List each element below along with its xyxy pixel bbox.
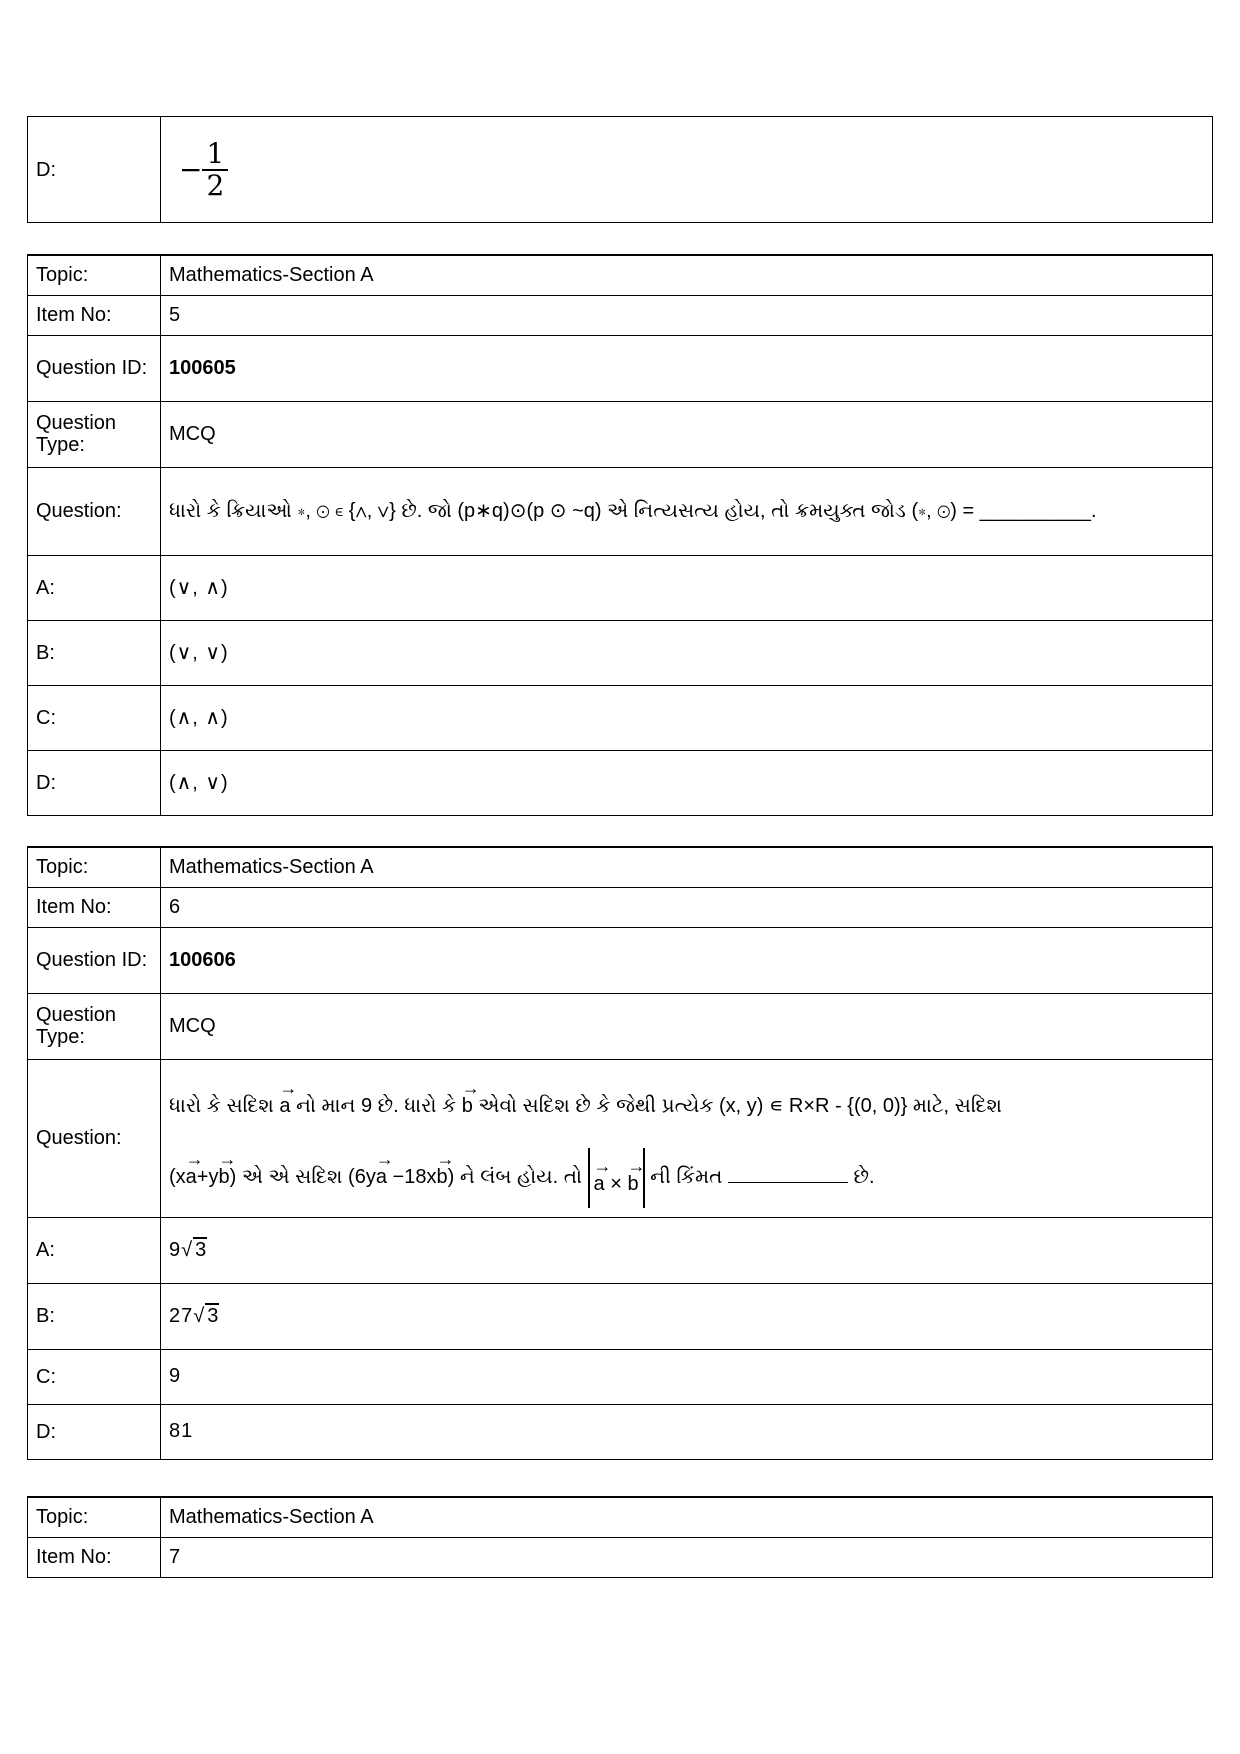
question-fragment: ): [447, 1166, 455, 1188]
question-row: [28, 467, 1213, 555]
option-label: B:: [28, 620, 161, 685]
option-row-c: [28, 1349, 1213, 1404]
type-label: Question Type:: [28, 993, 161, 1059]
vector-a: → a: [376, 1133, 387, 1209]
option-row-b: [28, 620, 1213, 685]
option-label: B:: [28, 1283, 161, 1349]
question-table-6: [27, 846, 1213, 1460]
type-value: MCQ: [161, 993, 1213, 1059]
option-label: D:: [28, 750, 161, 815]
option-minus: −: [179, 153, 203, 186]
item-value: 6: [161, 887, 1213, 927]
option-row-a: [28, 555, 1213, 620]
option-value: (∨, ∧): [161, 555, 1213, 620]
option-coef: 9: [169, 1238, 182, 1261]
question-fragment: ધારો કે સદિશ: [169, 1095, 274, 1117]
option-value: [161, 1217, 1213, 1283]
vector-a: → a: [594, 1148, 605, 1208]
item-value: 7: [161, 1537, 1213, 1577]
option-row-d: [28, 117, 1213, 223]
qid-value: 100606: [161, 927, 1213, 993]
option-label: A:: [28, 1217, 161, 1283]
option-value: 81: [161, 1404, 1213, 1459]
type-row: [28, 401, 1213, 467]
item-label: Item No:: [28, 1537, 161, 1577]
cross-symbol: ×: [610, 1172, 622, 1195]
question-fragment: −18x: [392, 1166, 437, 1188]
type-row: [28, 993, 1213, 1059]
prev-question-table: [27, 116, 1213, 223]
cross-product-magnitude: [588, 1148, 645, 1208]
option-coef: 27: [169, 1304, 194, 1327]
question-text: [161, 1059, 1213, 1217]
question-fragment: એ એ સદિશ (6y: [241, 1166, 376, 1188]
vector-a: → a: [279, 1067, 290, 1133]
question-fragment: ): [229, 1166, 237, 1188]
option-value: (∨, ∨): [161, 620, 1213, 685]
item-value: 5: [161, 295, 1213, 335]
option-row-b: [28, 1283, 1213, 1349]
question-fragment: +y: [196, 1166, 219, 1188]
topic-row: [28, 1497, 1213, 1537]
sqrt-symbol: √: [181, 1238, 194, 1261]
vector-b: → b: [627, 1148, 638, 1208]
qid-label: Question ID:: [28, 927, 161, 993]
vector-b: → b: [462, 1067, 473, 1133]
topic-value: Mathematics-Section A: [161, 1497, 1213, 1537]
option-row-a: [28, 1217, 1213, 1283]
sqrt-radicand: 3: [195, 1238, 208, 1261]
option-row-d: [28, 1404, 1213, 1459]
topic-label: Topic:: [28, 255, 161, 295]
question-table-7: [27, 1496, 1213, 1578]
vector-b: → b: [218, 1133, 229, 1209]
qid-row: [28, 927, 1213, 993]
topic-label: Topic:: [28, 1497, 161, 1537]
item-row: [28, 1537, 1213, 1577]
option-value: 9: [161, 1349, 1213, 1404]
topic-label: Topic:: [28, 847, 161, 887]
qid-label: Question ID:: [28, 335, 161, 401]
option-label: D:: [28, 1404, 161, 1459]
question-fragment: છે.: [853, 1166, 875, 1188]
question-label: Question:: [28, 1059, 161, 1217]
fraction-denominator: 2: [206, 168, 225, 202]
qid-value: 100605: [161, 335, 1213, 401]
item-label: Item No:: [28, 295, 161, 335]
question-fragment: ની કિંમત: [650, 1166, 723, 1188]
sqrt-radicand: 3: [207, 1304, 220, 1327]
option-row-c: [28, 685, 1213, 750]
question-fragment: ને લંબ હોય. તો: [459, 1166, 582, 1188]
vector-a: → a: [186, 1133, 197, 1209]
option-label: C:: [28, 1349, 161, 1404]
fraction-numerator: 1: [202, 139, 228, 171]
question-row: [28, 1059, 1213, 1217]
item-label: Item No:: [28, 887, 161, 927]
topic-value: Mathematics-Section A: [161, 847, 1213, 887]
option-label: D:: [28, 117, 161, 223]
option-value: [161, 1283, 1213, 1349]
question-table-5: [27, 254, 1213, 816]
option-label: A:: [28, 555, 161, 620]
question-line-1: [169, 1067, 1204, 1133]
option-row-d: [28, 750, 1213, 815]
question-fragment: નો માન 9 છે. ધારો કે: [296, 1095, 457, 1117]
option-value: (∧, ∨): [161, 750, 1213, 815]
option-label: C:: [28, 685, 161, 750]
question-fragment: એવો સદિશ છે કે જેથી પ્રત્યેક (x, y) ∊ R×R - {(0, 0)} માટે, સદિશ: [478, 1095, 1002, 1117]
question-fragment: (x: [169, 1166, 186, 1188]
item-row: [28, 295, 1213, 335]
topic-value: Mathematics-Section A: [161, 255, 1213, 295]
question-label: Question:: [28, 467, 161, 555]
option-value: [161, 117, 1213, 223]
sqrt-symbol: √: [193, 1304, 206, 1327]
type-value: MCQ: [161, 401, 1213, 467]
vector-b: → b: [436, 1133, 447, 1209]
option-fraction: [202, 136, 228, 202]
topic-row: [28, 255, 1213, 295]
topic-row: [28, 847, 1213, 887]
type-label: Question Type:: [28, 401, 161, 467]
item-row: [28, 887, 1213, 927]
qid-row: [28, 335, 1213, 401]
question-text: ધારો કે ક્રિયાઓ ∗, ⊙ ∊ {∧, ∨} છે. જો (p∗q)⊙(p ⊙ ~q) એ નિત્યસત્ય હોય, તો ક્રમયુક્ત જોડ (∗, ⊙) = __________.: [161, 467, 1213, 555]
question-line-2: [169, 1133, 1204, 1209]
answer-blank: [728, 1166, 848, 1183]
option-value: (∧, ∧): [161, 685, 1213, 750]
